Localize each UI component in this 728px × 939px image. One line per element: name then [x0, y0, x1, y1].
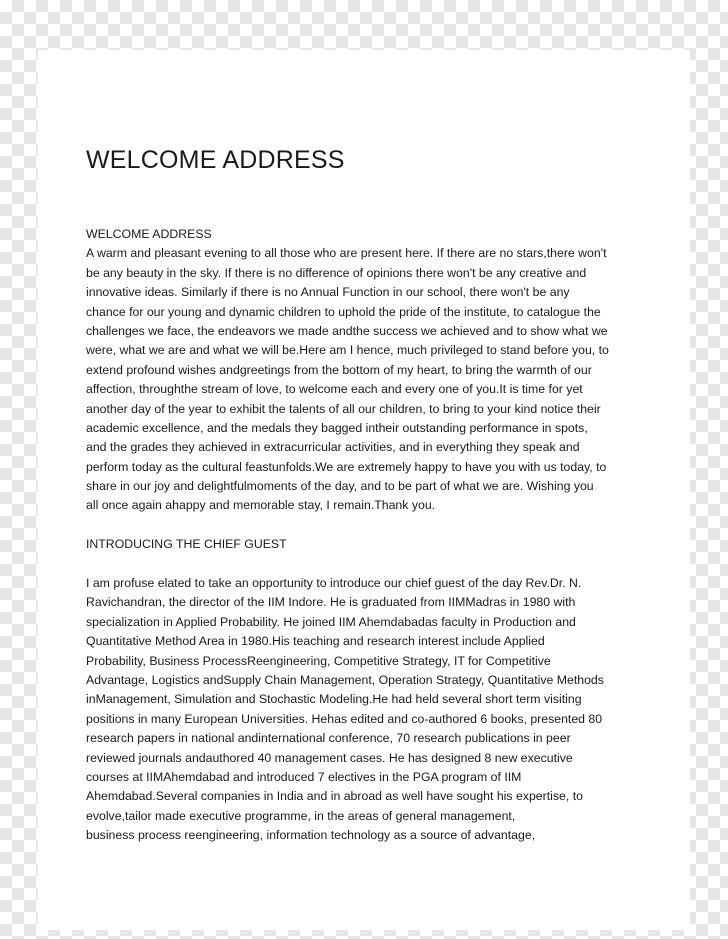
paragraph-line: business process reengineering, information technology as a source of advantage,: [86, 828, 536, 843]
paragraph-line: extend profound wishes andgreetings from the bottom of my heart, to bring the warmth of our: [86, 362, 592, 377]
paragraph-line: specialization in Applied Probability. He joined IIM Ahemdabadas faculty in Production and: [86, 614, 576, 629]
paragraph-line: academic excellence, and the medals they bagged intheir outstanding performance in spots,: [86, 420, 588, 435]
paragraph-line: challenges we face, the endeavors we made andthe success we achieved and to show what we: [86, 323, 608, 338]
paragraph-line: be any beauty in the sky. If there is no difference of opinions there won't be any creative and: [86, 265, 587, 280]
paragraph-line: and the grades they achieved in extracurricular activities, and in everything they speak and: [86, 440, 580, 455]
chief-guest-paragraph: [86, 574, 646, 845]
paragraph-line: another day of the year to exhibit the talents of all our children, to bring to your kind notice their: [86, 401, 601, 416]
section-heading-chief-guest: INTRODUCING THE CHIEF GUEST: [86, 537, 287, 552]
paragraph-line: Advantage, Logistics andSupply Chain Management, Operation Strategy, Quantitative Methods: [86, 672, 604, 687]
paragraph-line: were, what we are and what we will be.Here am I hence, much privileged to stand before you, to: [86, 343, 609, 358]
paragraph-line: affection, throughthe stream of love, to welcome each and every one of you.It is time for yet: [86, 382, 583, 397]
paragraph-line: chance for our young and dynamic children to uphold the pride of the institute, to catalogue the: [86, 304, 601, 319]
paragraph-line: reviewed journals andauthored 40 management cases. He has designed 8 new executive: [86, 750, 573, 765]
paragraph-line: all once again ahappy and memorable stay, I remain.Thank you.: [86, 498, 436, 513]
paragraph-line: perform today as the cultural feastunfolds.We are extremely happy to have you with us today, to: [86, 459, 607, 474]
paragraph-line: Ahemdabad.Several companies in India and in abroad as well have sought his expertise, to: [86, 789, 583, 804]
paragraph-line: Probability, Business ProcessReengineering, Competitive Strategy, IT for Competitive: [86, 653, 551, 668]
paragraph-line: I am profuse elated to take an opportunity to introduce our chief guest of the day Rev.Dr. N.: [86, 576, 582, 591]
paragraph-line: share in our joy and delightfulmoments of the day, and to be part of what we are. Wishing you: [86, 479, 594, 494]
paragraph-spacer: [86, 555, 646, 574]
paragraph-spacer: [86, 516, 646, 535]
paragraph-line: courses at IIMAhemdabad and introduced 7 electives in the PGA program of IIM: [86, 769, 522, 784]
welcome-paragraph: [86, 244, 646, 515]
paragraph-line: A warm and pleasant evening to all those who are present here. If there are no stars,there won't: [86, 246, 607, 261]
paragraph-line: innovative ideas. Similarly if there is no Annual Function in our school, there won't be any: [86, 285, 570, 300]
paragraph-line: Quantitative Method Area in 1980.His teaching and research interest include Applied: [86, 634, 545, 649]
section-heading-welcome: WELCOME ADDRESS: [86, 227, 212, 241]
document-title: WELCOME ADDRESS: [86, 146, 345, 174]
paragraph-line: positions in many European Universities. Hehas edited and co-authored 6 books, presented 80: [86, 711, 603, 726]
paragraph-line: Ravichandran, the director of the IIM Indore. He is graduated from IIMMadras in 1980 with: [86, 595, 576, 610]
document-page: [38, 50, 690, 930]
document-content: [86, 145, 646, 846]
document-body: [86, 225, 646, 846]
paragraph-line: research papers in national andinternational conference, 70 research publications in peer: [86, 731, 571, 746]
paragraph-line: inManagement, Simulation and Stochastic Modeling.He had held several short term visiting: [86, 692, 582, 707]
paragraph-line: evolve,tailor made executive programme, in the areas of general management,: [86, 808, 516, 823]
